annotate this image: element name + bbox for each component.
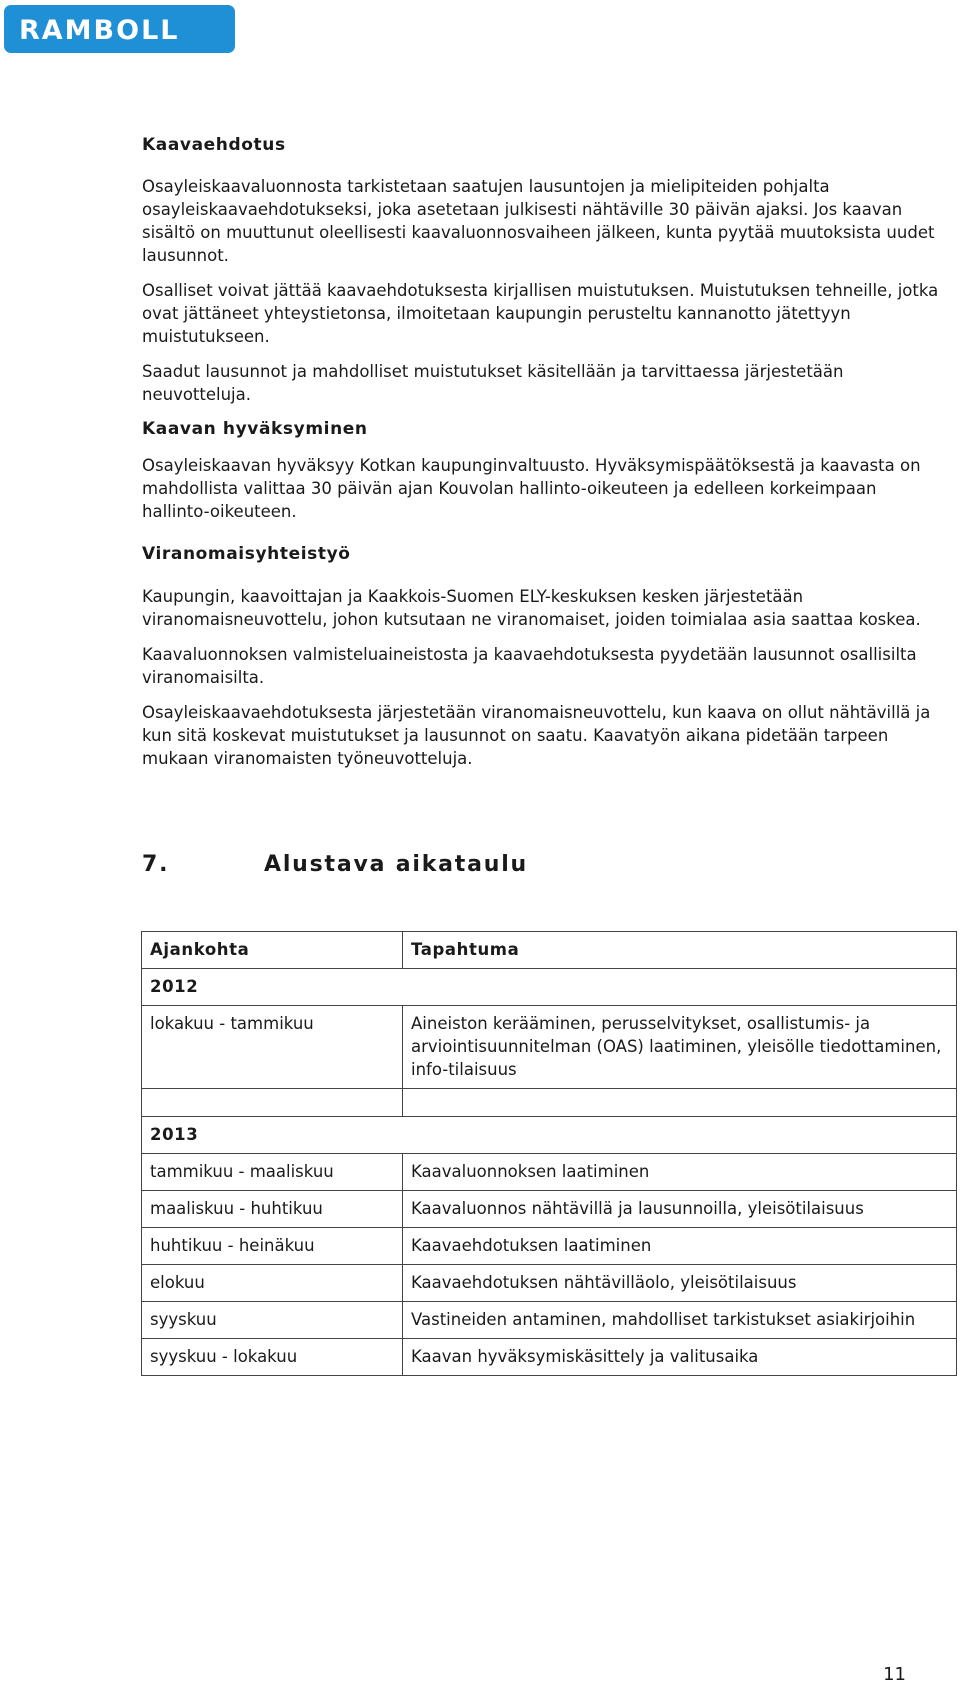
section-number: 7. — [142, 852, 170, 877]
document-body — [142, 134, 942, 782]
section-viranomaisyhteistyo — [142, 543, 942, 770]
table-row — [142, 1006, 957, 1089]
table-row — [142, 1339, 957, 1376]
table-row — [142, 1154, 957, 1191]
paragraph: Kaupungin, kaavoittajan ja Kaakkois-Suomen ELY-keskuksen kesken järjestetään viranomaisneuvottelu, johon kutsutaan ne viranomaiset, joiden toimialaa asia saattaa koskea. — [142, 587, 921, 629]
heading-viranomaisyhteistyo: Viranomaisyhteistyö — [142, 544, 351, 564]
year-label: 2013 — [142, 1117, 403, 1154]
svg-text:RAMBOLL: RAMBOLL — [19, 15, 180, 44]
paragraph: Osayleiskaavan hyväksyy Kotkan kaupunginvaltuusto. Hyväksymispäätöksestä ja kaavasta on mahdollista valittaa 30 päivän ajan Kouvolan hallinto-oikeuteen ja edelleen korkeimpaan hallinto-oikeuteen. — [142, 456, 921, 521]
event-cell: Kaavaehdotuksen nähtävilläolo, yleisötilaisuus — [403, 1265, 957, 1302]
table-row — [142, 1265, 957, 1302]
table-header-row — [142, 932, 957, 969]
ramboll-logo — [4, 5, 235, 53]
spacer-row — [142, 1089, 957, 1117]
header-tapahtuma: Tapahtuma — [403, 932, 957, 969]
period-cell: lokakuu - tammikuu — [142, 1006, 403, 1089]
period-cell: huhtikuu - heinäkuu — [142, 1228, 403, 1265]
period-cell: tammikuu - maaliskuu — [142, 1154, 403, 1191]
event-cell: Aineiston kerääminen, perusselvitykset, osallistumis- ja arviointisuunnitelman (OAS) laatiminen, yleisölle tiedottaminen, info-tilaisuus — [403, 1006, 957, 1089]
period-cell: maaliskuu - huhtikuu — [142, 1191, 403, 1228]
table-row — [142, 1228, 957, 1265]
section-7-title — [142, 852, 528, 877]
ramboll-wordmark — [17, 14, 222, 44]
period-cell: syyskuu - lokakuu — [142, 1339, 403, 1376]
year-row — [142, 969, 957, 1006]
schedule-table — [141, 931, 957, 1376]
section-title-text: Alustava aikataulu — [264, 852, 529, 877]
year-row-fill — [403, 969, 957, 1006]
table-row — [142, 1191, 957, 1228]
event-cell: Kaavaluonnoksen laatiminen — [403, 1154, 957, 1191]
spacer-cell — [403, 1089, 957, 1117]
spacer-cell — [142, 1089, 403, 1117]
paragraph: Saadut lausunnot ja mahdolliset muistutukset käsitellään ja tarvittaessa järjestetään neuvotteluja. — [142, 362, 844, 404]
paragraph: Kaavaluonnoksen valmisteluaineistosta ja kaavaehdotuksesta pyydetään lausunnot osallisilta viranomaisilta. — [142, 645, 917, 687]
year-row-fill — [403, 1117, 957, 1154]
event-cell: Kaavaehdotuksen laatiminen — [403, 1228, 957, 1265]
heading-kaavan-hyvaksyminen: Kaavan hyväksyminen — [142, 419, 368, 439]
event-cell: Vastineiden antaminen, mahdolliset tarkistukset asiakirjoihin — [403, 1302, 957, 1339]
section-kaavaehdotus — [142, 134, 942, 406]
heading-kaavaehdotus: Kaavaehdotus — [142, 135, 286, 155]
section-kaavan-hyvaksyminen — [142, 418, 942, 523]
page-number: 11 — [883, 1664, 906, 1685]
period-cell: syyskuu — [142, 1302, 403, 1339]
event-cell: Kaavan hyväksymiskäsittely ja valitusaika — [403, 1339, 957, 1376]
paragraph: Osayleiskaavaehdotuksesta järjestetään viranomaisneuvottelu, kun kaava on ollut nähtävillä ja kun sitä koskevat muistutukset ja lausunnot on saatu. Kaavatyön aikana pidetään tarpeen mukaan viranomaisten työneuvotteluja. — [142, 703, 931, 768]
paragraph: Osalliset voivat jättää kaavaehdotuksesta kirjallisen muistutuksen. Muistutuksen tehneille, jotka ovat jättäneet yhteystietonsa, ilmoitetaan kaupungin perusteltu kannanotto jätettyyn muistutukseen. — [142, 281, 939, 346]
table-row — [142, 1302, 957, 1339]
paragraph: Osayleiskaavaluonnosta tarkistetaan saatujen lausuntojen ja mielipiteiden pohjalta osayleiskaavaehdotukseksi, joka asetetaan julkisesti nähtäville 30 päivän ajaksi. Jos kaavan sisältö on muuttunut oleellisesti kaavaluonnosvaiheen jälkeen, kunta pyytää muutoksista uudet lausunnot. — [142, 177, 935, 265]
period-cell: elokuu — [142, 1265, 403, 1302]
year-label: 2012 — [142, 969, 403, 1006]
year-row — [142, 1117, 957, 1154]
event-cell: Kaavaluonnos nähtävillä ja lausunnoilla, yleisötilaisuus — [403, 1191, 957, 1228]
header-ajankohta: Ajankohta — [142, 932, 403, 969]
